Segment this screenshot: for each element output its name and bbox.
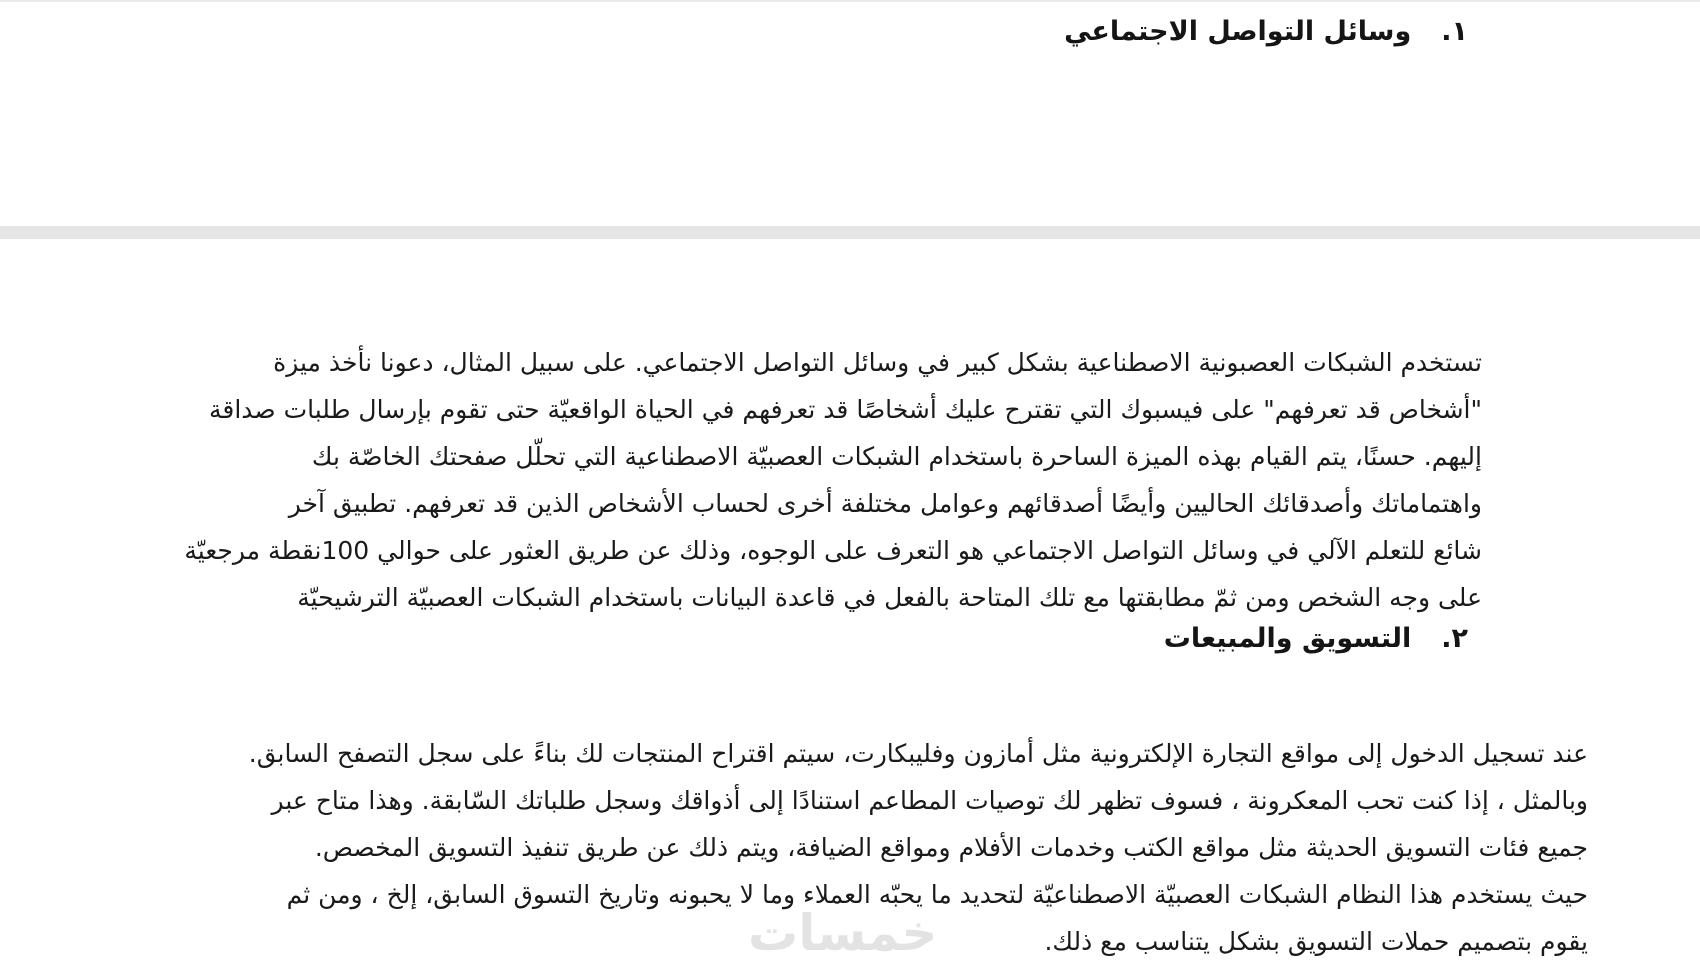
paragraph-line: واهتماماتك وأصدقائك الحاليين وأيضًا أصدقائهم وعوامل مختلفة أخرى لحساب الأشخاص الذين قد تعرفهم. تطبيق آخر [288, 489, 1482, 518]
paragraph-line: على وجه الشخص ومن ثمّ مطابقتها مع تلك المتاحة بالفعل في قاعدة البيانات باستخدام الشبكات العصبيّة الترشيحيّة [297, 583, 1482, 612]
section-title: وسائل التواصل الاجتماعي [1064, 16, 1412, 47]
watermark-logo: خمسات [748, 904, 938, 962]
section-heading-social-media [1064, 14, 1468, 50]
paragraph-line: وبالمثل ، إذا كنت تحب المعكرونة ، فسوف تظهر لك توصيات المطاعم استنادًا إلى أذواقك وسجل طلباتك السّابقة. وهذا متاح عبر [271, 786, 1588, 815]
section-heading-marketing [1164, 621, 1468, 657]
section-title: التسويق والمبيعات [1163, 623, 1412, 654]
paragraph-line: إليهم. حسنًا، يتم القيام بهذه الميزة الساحرة باستخدام الشبكات العصبيّة الاصطناعية التي تحلّل صفحتك الخاصّة بك [311, 442, 1482, 471]
section-number: ٢. [1441, 623, 1468, 654]
paragraph-line: تستخدم الشبكات العصبونية الاصطناعية بشكل كبير في وسائل التواصل الاجتماعي. على سبيل المثال، دعونا نأخذ ميزة [273, 348, 1482, 377]
paragraph-line: جميع فئات التسويق الحديثة مثل مواقع الكتب وخدمات الأفلام ومواقع الضيافة، ويتم ذلك عن طريق تنفيذ التسويق المخصص. [314, 833, 1588, 862]
paragraph-social-media [92, 339, 1482, 621]
paragraph-line: يقوم بتصميم حملات التسويق بشكل يتناسب مع ذلك. [1044, 927, 1588, 956]
section-number: ١. [1441, 16, 1468, 47]
paragraph-line: حيث يستخدم هذا النظام الشبكات العصبيّة الاصطناعيّة لتحديد ما يحبّه العملاء وما لا يحبونه وتاريخ التسوق السابق، إلخ ، ومن ثم [286, 880, 1588, 909]
document-page-top [0, 0, 1700, 226]
paragraph-line: شائع للتعلم الآلي في وسائل التواصل الاجتماعي هو التعرف على الوجوه، وذلك عن طريق العثور على حوالي 100نقطة مرجعيّة [184, 536, 1482, 565]
document-page-bottom [0, 239, 1700, 970]
paragraph-line: عند تسجيل الدخول إلى مواقع التجارة الإلكترونية مثل أمازون وفليبكارت، سيتم اقتراح المنتجات لك بناءً على سجل التصفح السابق. [248, 739, 1588, 768]
page-separator [0, 226, 1700, 239]
paragraph-line: "أشخاص قد تعرفهم" على فيسبوك التي تقترح عليك أشخاصًا قد تعرفهم في الحياة الواقعيّة حتى تقوم بإرسال طلبات صداقة [209, 395, 1482, 424]
